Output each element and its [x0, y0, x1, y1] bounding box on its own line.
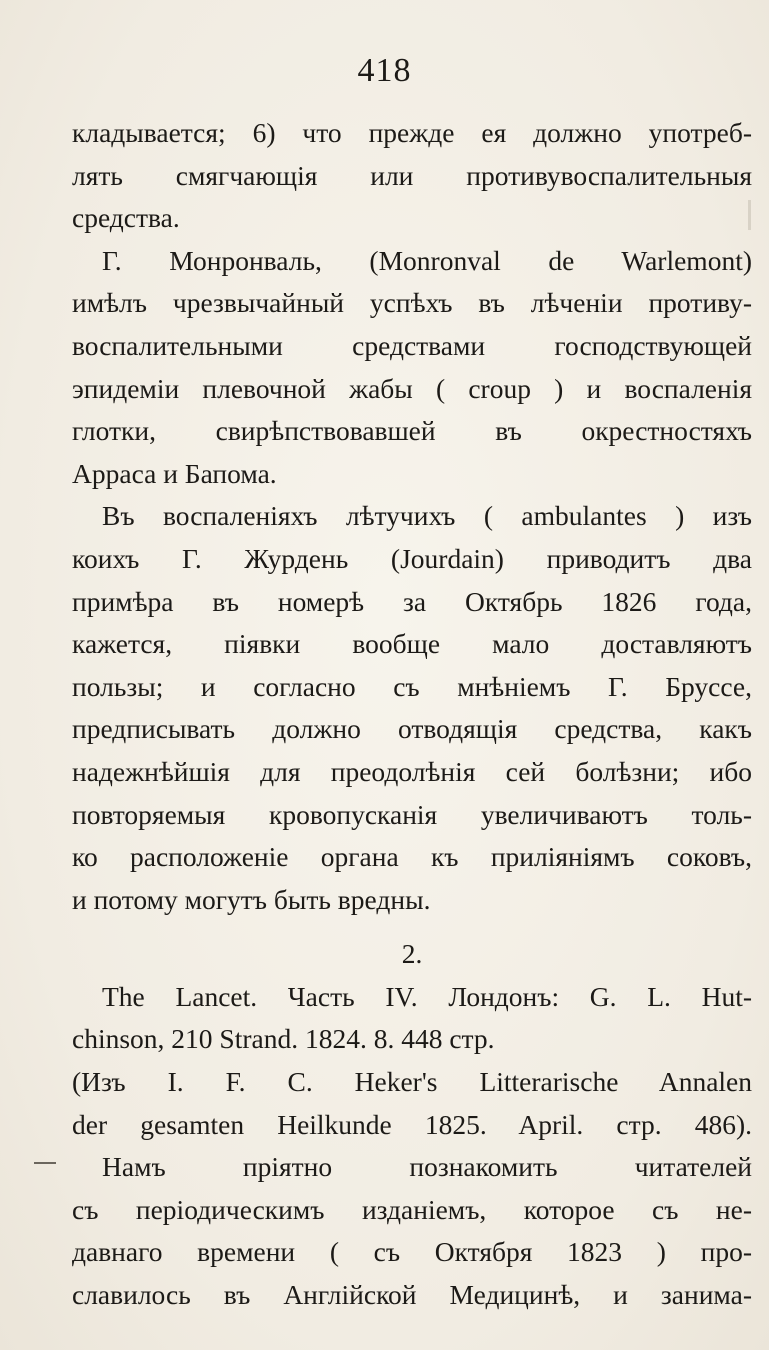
text-line: и потому могутъ быть вредны. [72, 883, 431, 915]
text-line: предписывать должно отводящія средства, какъ [72, 713, 752, 745]
citation-line: The Lancet. Часть IV. Лондонъ: G. L. Hut- [102, 980, 752, 1012]
text-line: средства. [72, 202, 180, 234]
text-line: коихъ Г. Журдень (Jourdain) приводитъ два [72, 542, 752, 574]
text-line: пользы; и согласно съ мнѣніемъ Г. Бруссе, [72, 670, 752, 702]
citation-line: chinson, 210 Strand. 1824. 8. 448 стр. [72, 1023, 495, 1055]
margin-mark [34, 1162, 56, 1164]
text-line: примѣра въ номерѣ за Октябрь 1826 года, [72, 585, 752, 617]
text-line: съ періодическимъ изданіемъ, которое съ не- [72, 1193, 752, 1225]
text-line: славилось въ Англійской Медицинѣ, и занима- [72, 1279, 752, 1311]
text-line: Арраса и Бапома. [72, 457, 277, 489]
section-number: 2. [401, 938, 423, 970]
page-number: 418 [357, 52, 412, 89]
text-line: давнаго времени ( съ Октября 1823 ) про- [72, 1236, 752, 1268]
paragraph-first-line: Въ воспаленіяхъ лѣтучихъ ( ambulantes ) изъ [102, 500, 752, 532]
text-line: надежнѣйшія для преодолѣнія сей болѣзни; ибо [72, 755, 752, 787]
text-line: ко расположеніе органа къ приліяніямъ соковъ, [72, 841, 752, 873]
text-line: лять смягчающія или противувоспалительныя [72, 159, 752, 191]
paragraph-first-line: Намъ пріятно познакомить читателей [102, 1151, 752, 1183]
body-text [72, 112, 752, 1317]
text-line: кладывается; 6) что прежде ея должно употреб- [72, 117, 752, 148]
text-line: глотки, свирѣпствовавшей въ окрестностяхъ [72, 415, 752, 447]
paragraph-first-line: Г. Монронваль, (Monronval de Warlemont) [102, 244, 752, 276]
citation-source-line: (Изъ I. F. C. Heker's Litterarische Annalen [72, 1066, 752, 1098]
paper-edge-mark [748, 200, 751, 230]
text-line: имѣлъ чрезвычайный успѣхъ въ лѣченіи противу- [72, 287, 752, 319]
text-line: кажется, піявки вообще мало доставляютъ [72, 628, 752, 660]
text-line: повторяемыя кровопусканія увеличиваютъ толь- [72, 798, 752, 830]
text-line: эпидеміи плевочной жабы ( croup ) и воспаленія [72, 372, 752, 404]
citation-source-line: der gesamten Heilkunde 1825. April. стр. 486). [72, 1108, 752, 1140]
text-line: воспалительными средствами господствующей [72, 329, 752, 361]
